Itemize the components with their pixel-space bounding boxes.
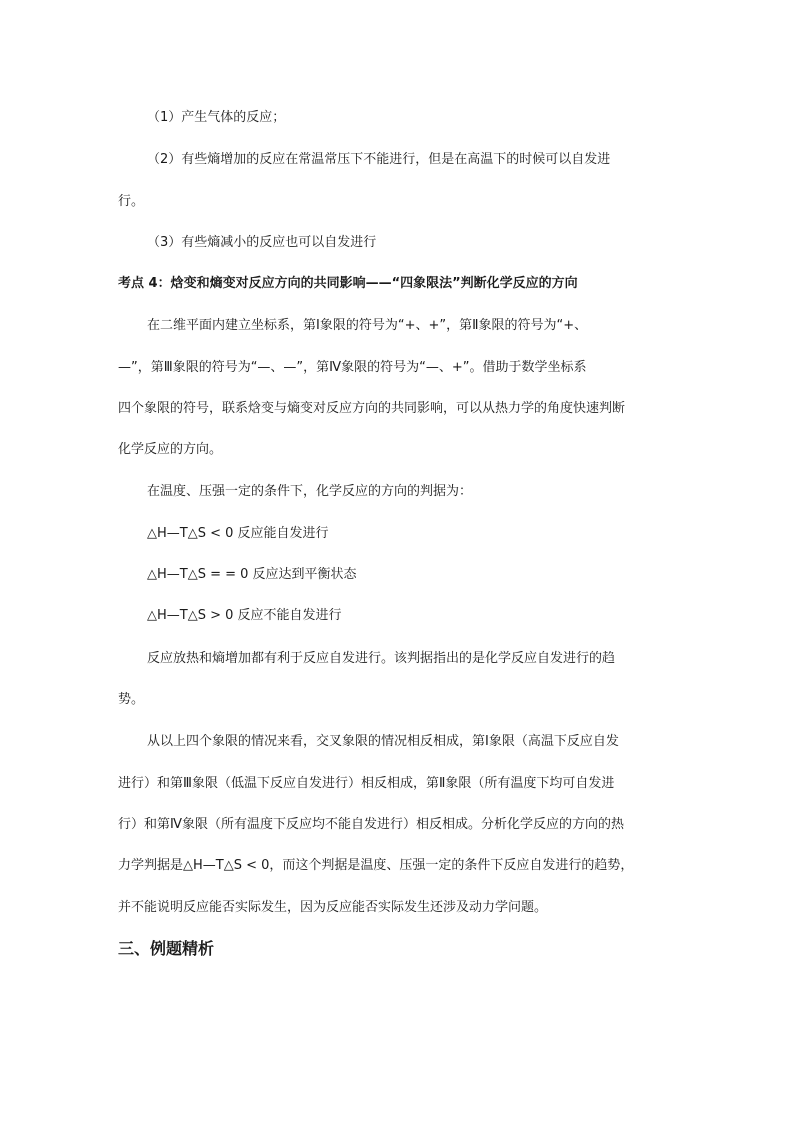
paragraph-2-line-1: 反应放热和熵增加都有利于反应自发进行。该判据指出的是化学反应自发进行的趋 (147, 651, 616, 666)
paragraph-1-line-2: —”，第Ⅲ象限的符号为“—、—”，第Ⅳ象限的符号为“—、+”。借助于数学坐标系 (118, 360, 587, 375)
section-title: 三、例题精析 (118, 939, 215, 958)
item-2-continuation: 行。 (118, 194, 145, 209)
paragraph-3-line-1: 从以上四个象限的情况来看，交叉象限的情况相反相成，第Ⅰ象限（高温下反应自发 (147, 734, 619, 749)
paragraph-3-line-3: 行）和第Ⅳ象限（所有温度下反应均不能自发进行）相反相成。分析化学反应的方向的热 (118, 817, 624, 832)
paragraph-3-line-2: 进行）和第Ⅲ象限（低温下反应自发进行）相反相成，第Ⅱ象限（所有温度下均可自发进 (118, 776, 615, 791)
paragraph-1-line-1: 在二维平面内建立坐标系，第Ⅰ象限的符号为“+、+”，第Ⅱ象限的符号为“+、 (147, 318, 588, 333)
item-1-text: （1）产生气体的反应； (147, 110, 286, 125)
paragraph-3-line-4: 力学判据是△H—T△S < 0，而这个判据是温度、压强一定的条件下反应自发进行的趋势， (118, 858, 634, 873)
paragraph-1-line-3: 四个象限的符号，联系焓变与熵变对反应方向的共同影响，可以从热力学的角度快速判断 (118, 401, 626, 416)
criterion-less-than-zero: △H—T△S < 0 反应能自发进行 (147, 526, 329, 541)
criterion-equal-zero: △H—T△S = = 0 反应达到平衡状态 (147, 567, 357, 582)
criterion-greater-than-zero: △H—T△S > 0 反应不能自发进行 (147, 608, 342, 623)
item-2-text: （2）有些熵增加的反应在常温常压下不能进行，但是在高温下的时候可以自发进 (147, 152, 611, 167)
paragraph-1-line-4: 化学反应的方向。 (118, 442, 223, 457)
item-3-text: （3）有些熵减小的反应也可以自发进行 (147, 235, 377, 250)
criterion-intro: 在温度、压强一定的条件下，化学反应的方向的判据为： (147, 484, 473, 499)
paragraph-3-line-5: 并不能说明反应能否实际发生，因为反应能否实际发生还涉及动力学问题。 (118, 900, 548, 915)
paragraph-2-line-2: 势。 (118, 692, 145, 707)
section-heading: 考点 4：焓变和熵变对反应方向的共同影响——“四象限法”判断化学反应的方向 (118, 276, 578, 291)
